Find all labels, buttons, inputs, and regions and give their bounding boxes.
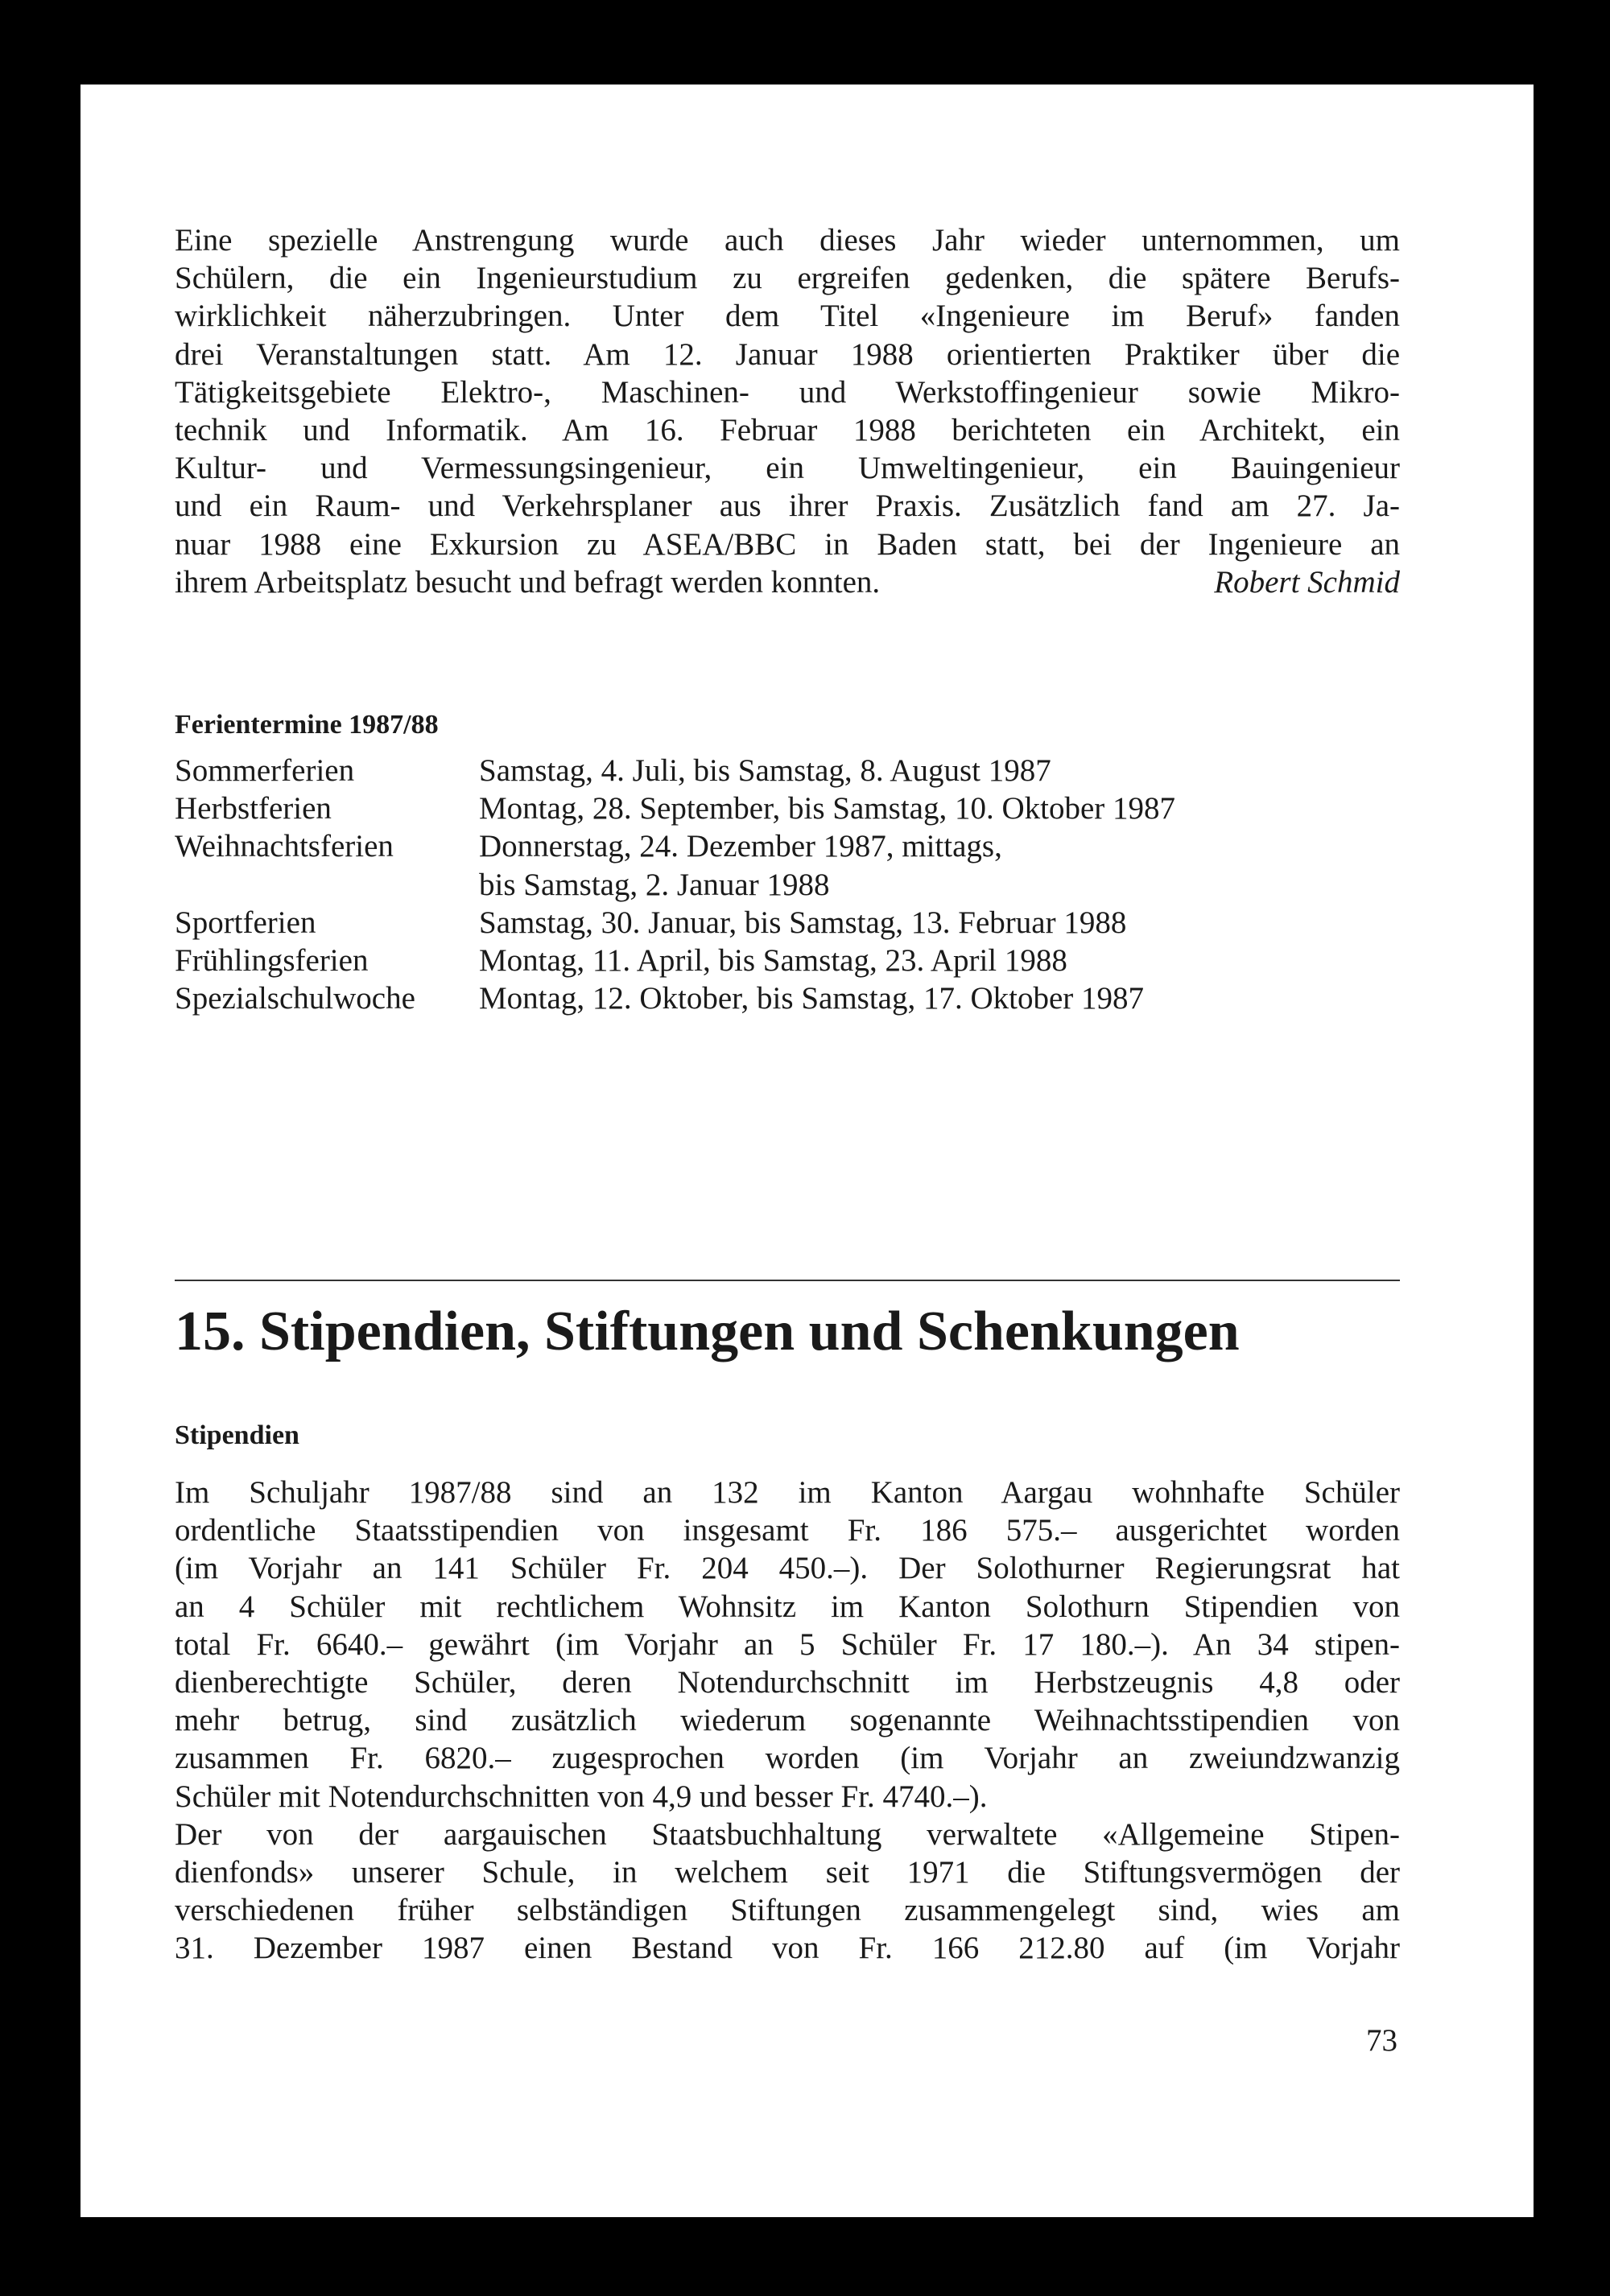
stipendien-paragraph-2: [175, 1816, 1400, 1968]
holiday-label: Sommerferien: [175, 753, 355, 789]
intro-paragraph: [175, 221, 1400, 601]
page-content: [175, 221, 1400, 1017]
intro-line: und ein Raum- und Verkehrsplaner aus ihrer Praxis. Zusätzlich fand am 27. Ja-: [175, 488, 1400, 524]
holidays-heading: Ferientermine 1987/88: [175, 710, 439, 740]
holiday-label: Spezialschulwoche: [175, 981, 415, 1016]
stipendien-line: 31. Dezember 1987 einen Bestand von Fr. 166 212.80 auf (im Vorjahr: [175, 1931, 1400, 1966]
stipendien-line: mehr betrug, sind zusätzlich wiederum sogenannte Weihnachtsstipendien von: [175, 1703, 1400, 1738]
holiday-dates: bis Samstag, 2. Januar 1988: [479, 867, 830, 902]
holiday-dates: Montag, 28. September, bis Samstag, 10. Oktober 1987: [479, 791, 1176, 826]
holidays-table: [175, 752, 1400, 1017]
holiday-row: [175, 752, 1400, 789]
holiday-row: [175, 904, 1400, 942]
stipendien-line: dienfonds» unserer Schule, in welchem seit 1971 die Stiftungsvermögen der: [175, 1855, 1400, 1890]
holiday-dates: Donnerstag, 24. Dezember 1987, mittags,: [479, 829, 1002, 864]
stipendien-line: Im Schuljahr 1987/88 sind an 132 im Kanton Aargau wohnhafte Schüler: [175, 1475, 1400, 1510]
stipendien-section: [175, 1420, 1400, 1968]
holiday-dates: Samstag, 30. Januar, bis Samstag, 13. Februar 1988: [479, 905, 1127, 940]
document-page: [80, 85, 1534, 2217]
holiday-label: Sportferien: [175, 905, 316, 940]
page-number: 73: [1366, 2023, 1397, 2058]
holiday-label: Herbstferien: [175, 791, 332, 826]
intro-line: Schülern, die ein Ingenieurstudium zu ergreifen gedenken, die spätere Berufs-: [175, 261, 1400, 296]
holiday-row: [175, 789, 1400, 827]
holiday-label: [175, 866, 479, 904]
author-signature: Robert Schmid: [1214, 564, 1400, 600]
holiday-row: [175, 942, 1400, 979]
stipendien-line: Der von der aargauischen Staatsbuchhaltung verwaltete «Allgemeine Stipen-: [175, 1816, 1400, 1852]
holiday-dates: Montag, 12. Oktober, bis Samstag, 17. Oktober 1987: [479, 981, 1145, 1016]
stipendien-line: dienberechtigte Schüler, deren Notendurchschnitt im Herbstzeugnis 4,8 oder: [175, 1665, 1400, 1700]
stipendien-line: (im Vorjahr an 141 Schüler Fr. 204 450.–). Der Solothurner Regierungsrat hat: [175, 1551, 1400, 1586]
stipendien-line: zusammen Fr. 6820.– zugesprochen worden (im Vorjahr an zweiundzwanzig: [175, 1741, 1400, 1776]
intro-line: nuar 1988 eine Exkursion zu ASEA/BBC in Baden statt, bei der Ingenieure an: [175, 526, 1400, 562]
intro-line-final: ihrem Arbeitsplatz besucht und befragt werden konnten.: [175, 564, 881, 600]
holiday-row: [175, 827, 1400, 865]
intro-line: Tätigkeitsgebiete Elektro-, Maschinen- und Werkstoffingenieur sowie Mikro-: [175, 374, 1400, 410]
stipendien-heading: Stipendien: [175, 1420, 299, 1450]
stipendien-paragraph-1: [175, 1474, 1400, 1816]
intro-line: wirklichkeit näherzubringen. Unter dem Titel «Ingenieure im Beruf» fanden: [175, 299, 1400, 334]
stipendien-line: ordentliche Staatsstipendien von insgesamt Fr. 186 575.– ausgerichtet worden: [175, 1513, 1400, 1548]
intro-line: Eine spezielle Anstrengung wurde auch dieses Jahr wieder unternommen, um: [175, 223, 1400, 258]
intro-line: drei Veranstaltungen statt. Am 12. Januar 1988 orientierten Praktiker über die: [175, 336, 1400, 372]
stipendien-line: total Fr. 6640.– gewährt (im Vorjahr an 5 Schüler Fr. 17 180.–). An 34 stipen-: [175, 1626, 1400, 1662]
holiday-row: [175, 866, 1400, 904]
holiday-dates: Montag, 11. April, bis Samstag, 23. April 1988: [479, 943, 1067, 979]
chapter-title: 15. Stipendien, Stiftungen und Schenkungen: [175, 1301, 1240, 1362]
holiday-dates: Samstag, 4. Juli, bis Samstag, 8. August 1987: [479, 753, 1051, 789]
holiday-row: [175, 979, 1400, 1017]
intro-line: technik und Informatik. Am 16. Februar 1988 berichteten ein Architekt, ein: [175, 413, 1400, 448]
stipendien-line-final: Schüler mit Notendurchschnitten von 4,9 und besser Fr. 4740.–).: [175, 1779, 988, 1814]
stipendien-line: verschiedenen früher selbständigen Stiftungen zusammengelegt sind, wies am: [175, 1893, 1400, 1928]
intro-line: Kultur- und Vermessungsingenieur, ein Umweltingenieur, ein Bauingenieur: [175, 451, 1400, 486]
holiday-label: Frühlingsferien: [175, 943, 369, 979]
intro-last-line: [175, 563, 1400, 601]
holiday-label: Weihnachtsferien: [175, 829, 394, 864]
chapter-divider: [175, 1280, 1400, 1281]
stipendien-line: an 4 Schüler mit rechtlichem Wohnsitz im Kanton Solothurn Stipendien von: [175, 1589, 1400, 1624]
